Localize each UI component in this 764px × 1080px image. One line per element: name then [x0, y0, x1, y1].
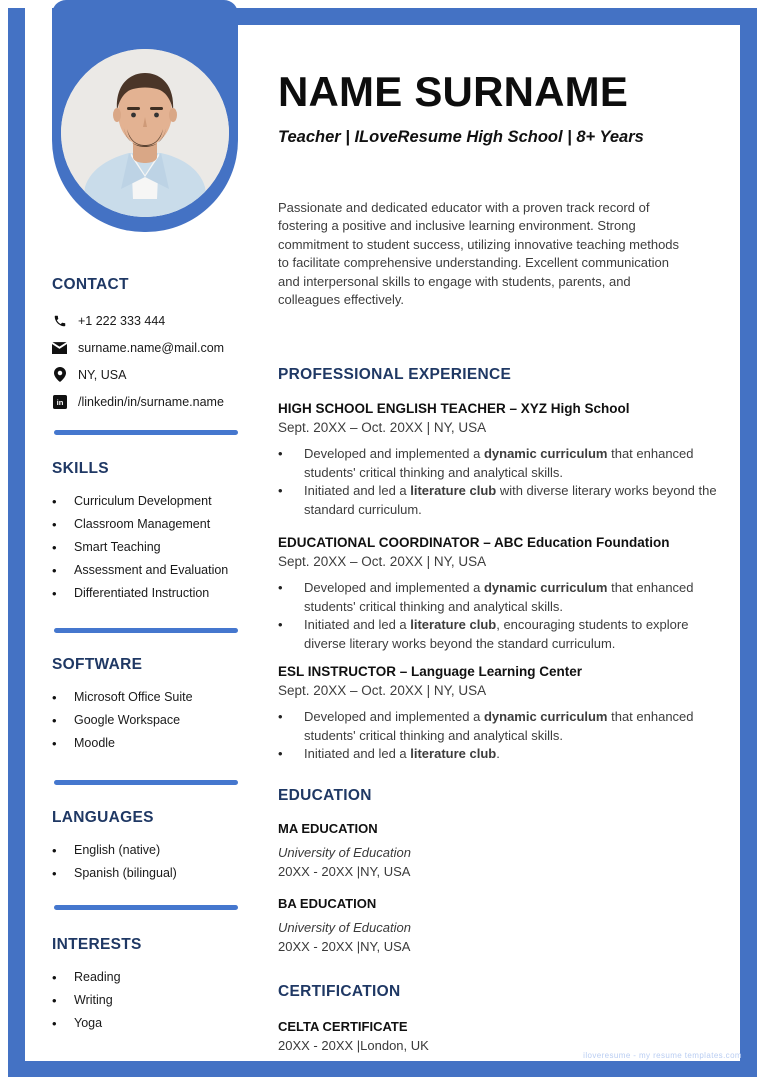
bullet-icon: •: [278, 580, 283, 596]
experience-heading: PROFESSIONAL EXPERIENCE: [278, 366, 512, 384]
languages-title: LANGUAGES: [52, 809, 154, 826]
skills-title: SKILLS: [52, 460, 109, 477]
degree-title: BA EDUCATION: [278, 895, 377, 911]
bullet-icon: •: [278, 483, 283, 499]
contact-section: [52, 276, 238, 415]
language-item: Spanish (bilingual): [74, 866, 177, 880]
job-bullet: Initiated and led a literature club with diverse literary works beyond the standard curriculum.: [304, 483, 717, 517]
list-item: [52, 969, 238, 992]
list-item: [52, 493, 238, 516]
job-bullet: Developed and implemented a dynamic curriculum that enhanced students' critical thinking and analytical skills.: [304, 580, 694, 614]
education-entry: [278, 895, 736, 956]
job-bullet: Developed and implemented a dynamic curriculum that enhanced students' critical thinking and analytical skills.: [304, 446, 694, 480]
sidebar-divider-3: [54, 780, 238, 785]
list-item: [278, 708, 724, 745]
main-column: [278, 0, 736, 1055]
sidebar-divider-4: [54, 905, 238, 910]
list-item: [52, 735, 238, 758]
bullet-icon: •: [52, 690, 57, 705]
sidebar-divider-1: [54, 430, 238, 435]
software-title: SOFTWARE: [52, 656, 143, 673]
list-item: [278, 445, 724, 482]
profile-photo: [61, 49, 229, 217]
job-title: EDUCATIONAL COORDINATOR – ABC Education Foundation: [278, 535, 670, 551]
contact-email: surname.name@mail.com: [78, 340, 225, 355]
bullet-icon: •: [52, 713, 57, 728]
bullet-icon: •: [52, 866, 57, 881]
list-item: [278, 616, 724, 653]
list-item: [52, 712, 238, 735]
bullet-icon: •: [52, 494, 57, 509]
education-entry: [278, 820, 736, 881]
skills-list: [52, 493, 238, 608]
bullet-icon: •: [52, 540, 57, 555]
certificate-title: CELTA CERTIFICATE: [278, 1018, 408, 1034]
frame-bar-left: [8, 8, 25, 1077]
contact-phone: +1 222 333 444: [78, 313, 166, 328]
job-dates: Sept. 20XX – Oct. 20XX | NY, USA: [278, 420, 487, 436]
certification-entry: [278, 1018, 736, 1055]
list-item: [52, 992, 238, 1015]
software-section: [52, 656, 238, 758]
bullet-icon: •: [52, 517, 57, 532]
contact-list: [52, 307, 238, 415]
bullet-icon: •: [278, 709, 283, 725]
skill-item: Classroom Management: [74, 517, 211, 531]
software-item: Google Workspace: [74, 713, 181, 727]
bullet-icon: •: [278, 746, 283, 762]
skill-item: Differentiated Instruction: [74, 586, 210, 600]
contact-row-linkedin: [52, 388, 238, 415]
list-item: [52, 562, 238, 585]
interest-item: Writing: [74, 993, 113, 1007]
bullet-icon: •: [52, 993, 57, 1008]
skills-section: [52, 460, 238, 608]
experience-entry: [278, 400, 736, 519]
frame-bar-bottom: [8, 1061, 757, 1077]
list-item: [52, 865, 238, 888]
job-dates: Sept. 20XX – Oct. 20XX | NY, USA: [278, 554, 487, 570]
sidebar-divider-2: [54, 628, 238, 633]
job-bullet-list: [278, 708, 724, 764]
school-name: University of Education: [278, 844, 411, 860]
interests-title: INTERESTS: [52, 936, 142, 953]
software-item: Microsoft Office Suite: [74, 690, 193, 704]
page-title: NAME SURNAME: [278, 68, 629, 115]
linkedin-icon: [52, 394, 67, 409]
list-item: [52, 516, 238, 539]
certificate-dates: 20XX - 20XX |London, UK: [278, 1037, 429, 1053]
skill-item: Smart Teaching: [74, 540, 161, 554]
footer-watermark: iloveresume - my resume templates.com: [583, 1051, 742, 1060]
education-dates: 20XX - 20XX |NY, USA: [278, 938, 411, 954]
phone-icon: [52, 313, 67, 328]
contact-row-location: [52, 361, 238, 388]
bullet-icon: •: [278, 446, 283, 462]
interest-item: Yoga: [74, 1016, 103, 1030]
education-heading: EDUCATION: [278, 786, 372, 804]
frame-bar-right: [740, 8, 757, 1077]
certification-heading: CERTIFICATION: [278, 982, 401, 1000]
contact-linkedin: /linkedin/in/surname.name: [78, 394, 224, 409]
interests-list: [52, 969, 238, 1038]
skill-item: Assessment and Evaluation: [74, 563, 229, 577]
contact-title: CONTACT: [52, 276, 129, 293]
skill-item: Curriculum Development: [74, 494, 212, 508]
experience-entry: [278, 663, 736, 764]
email-icon: [52, 340, 67, 355]
experience-entry: [278, 534, 736, 653]
bullet-icon: •: [278, 617, 283, 633]
list-item: [52, 585, 238, 608]
job-headline: Teacher | ILoveResume High School | 8+ Years: [278, 128, 644, 146]
software-list: [52, 689, 238, 758]
bullet-icon: •: [52, 586, 57, 601]
contact-row-email: [52, 334, 238, 361]
list-item: [52, 689, 238, 712]
location-icon: [52, 367, 67, 382]
school-name: University of Education: [278, 919, 411, 935]
bullet-icon: •: [52, 970, 57, 985]
bullet-icon: •: [52, 1016, 57, 1031]
interest-item: Reading: [74, 970, 121, 984]
list-item: [278, 745, 724, 764]
job-bullet: Initiated and led a literature club, encouraging students to explore diverse literary works beyond the standard curriculum.: [304, 617, 689, 651]
svg-text:in: in: [56, 397, 63, 407]
degree-title: MA EDUCATION: [278, 820, 378, 836]
list-item: [52, 842, 238, 865]
languages-list: [52, 842, 238, 888]
profile-photo-illustration: [61, 49, 229, 217]
job-title: HIGH SCHOOL ENGLISH TEACHER – XYZ High School: [278, 401, 630, 417]
interests-section: [52, 936, 238, 1038]
job-bullet: Developed and implemented a dynamic curriculum that enhanced students' critical thinking and analytical skills.: [304, 709, 694, 743]
job-bullet-list: [278, 445, 724, 519]
list-item: [52, 539, 238, 562]
language-item: English (native): [74, 843, 161, 857]
bullet-icon: •: [52, 843, 57, 858]
bullet-icon: •: [52, 736, 57, 751]
list-item: [278, 482, 724, 519]
software-item: Moodle: [74, 736, 115, 750]
job-bullet: Initiated and led a literature club.: [304, 746, 500, 762]
job-bullet-list: [278, 579, 724, 653]
languages-section: [52, 809, 238, 888]
contact-row-phone: [52, 307, 238, 334]
job-dates: Sept. 20XX – Oct. 20XX | NY, USA: [278, 683, 487, 699]
list-item: [52, 1015, 238, 1038]
contact-location: NY, USA: [78, 367, 127, 382]
education-dates: 20XX - 20XX |NY, USA: [278, 863, 411, 879]
profile-summary: Passionate and dedicated educator with a proven track record of fostering a positive and inclusive learning environment. Strong commitment to student success, utilizing innovative teaching methods to facilitate comprehensive understanding. Excellent communication and interpersonal skills to engage with students, parents, and colleagues effectively.: [278, 200, 680, 308]
job-title: ESL INSTRUCTOR – Language Learning Center: [278, 664, 583, 680]
list-item: [278, 579, 724, 616]
bullet-icon: •: [52, 563, 57, 578]
